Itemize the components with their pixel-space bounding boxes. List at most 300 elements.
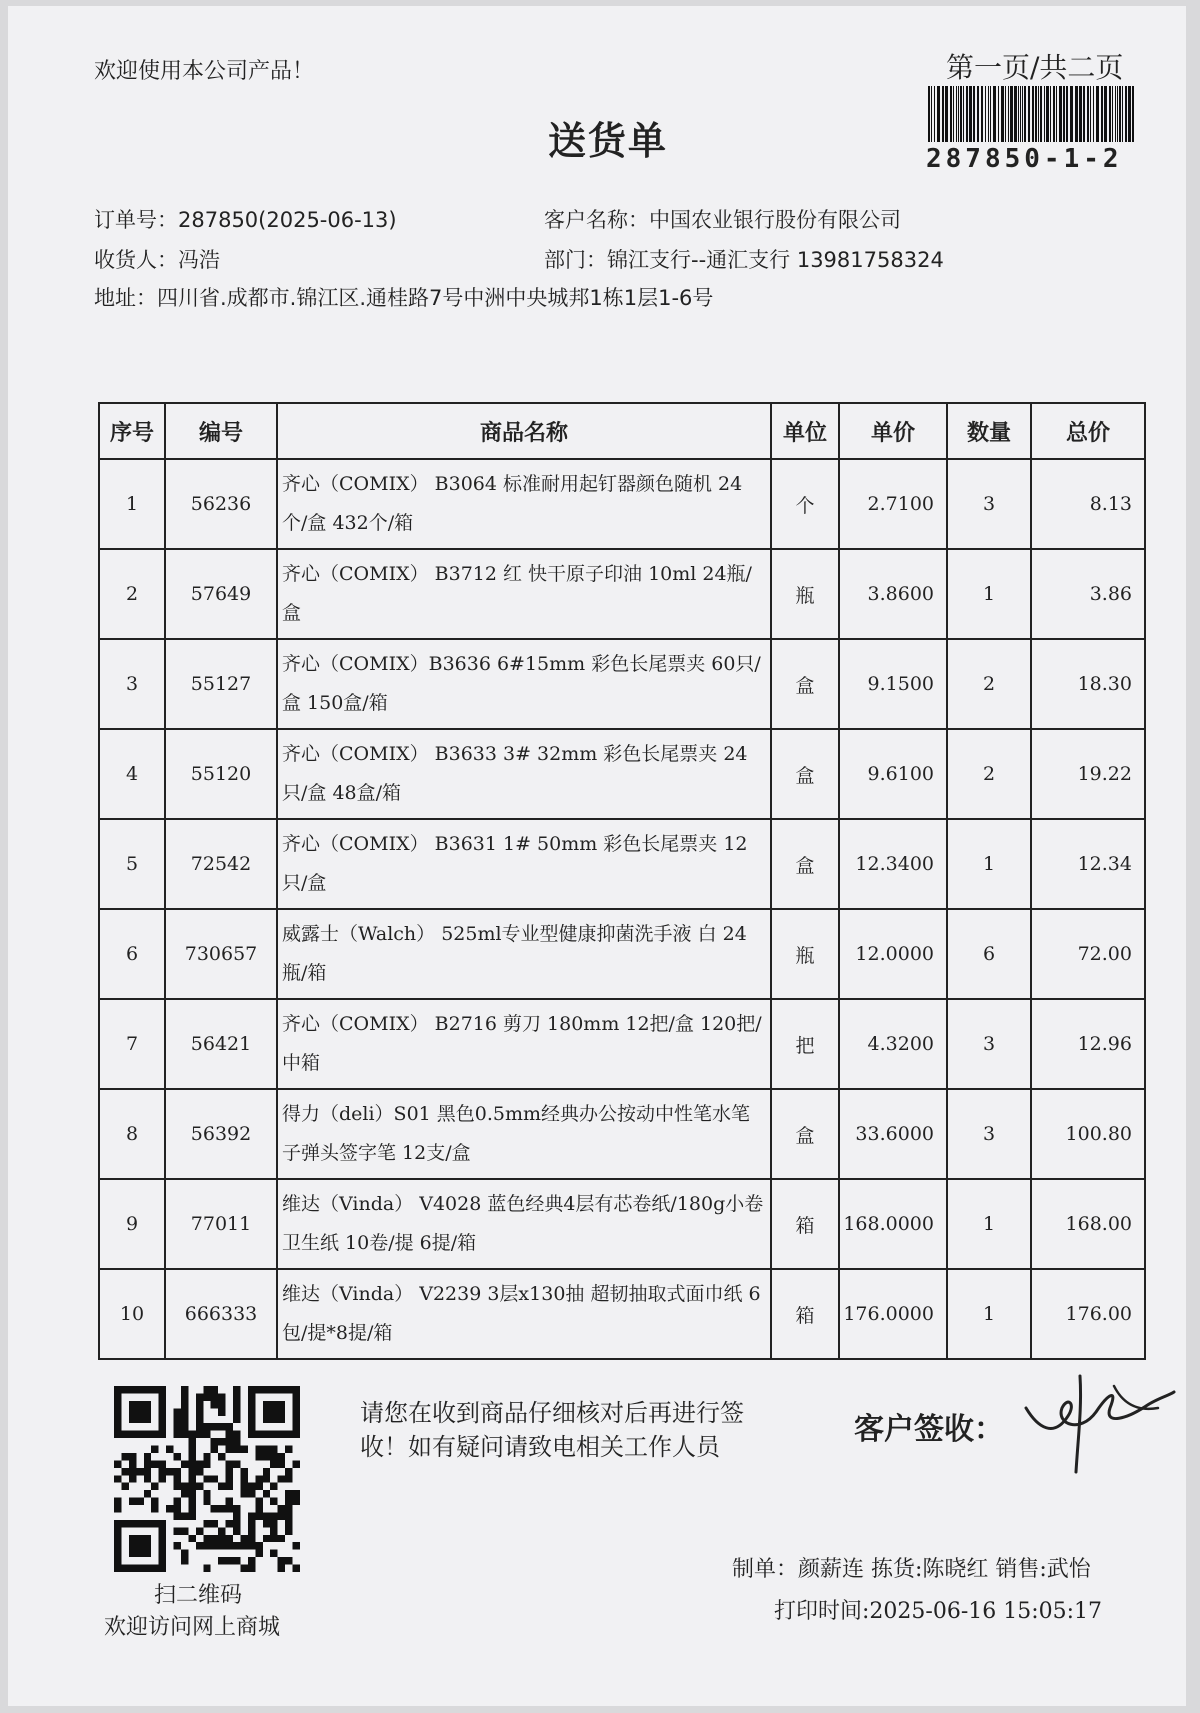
- qr-module: [114, 1431, 121, 1438]
- qr-module: [129, 1460, 136, 1467]
- qr-module: [293, 1460, 300, 1467]
- barcode-bar: [998, 86, 999, 142]
- qr-module: [270, 1401, 277, 1408]
- qr-module: [278, 1557, 285, 1564]
- col-header-price: 单价: [839, 403, 947, 459]
- qr-module: [233, 1557, 240, 1564]
- page-info: 第一页/共二页: [946, 51, 1124, 84]
- qr-module: [114, 1416, 121, 1423]
- barcode-bar: [963, 86, 964, 142]
- barcode-bar: [1070, 86, 1073, 142]
- barcode-bar: [1063, 86, 1065, 142]
- qr-module: [136, 1416, 143, 1423]
- qr-module: [278, 1512, 285, 1519]
- barcode-bar: [953, 86, 954, 142]
- qr-module: [211, 1401, 218, 1408]
- barcode-bar: [1079, 86, 1082, 142]
- qr-module: [144, 1550, 151, 1557]
- qr-module: [188, 1483, 195, 1490]
- barcode-bar: [1024, 86, 1026, 142]
- qr-module: [226, 1483, 233, 1490]
- barcode-bar: [1044, 86, 1045, 142]
- qr-module: [263, 1416, 270, 1423]
- qr-module: [188, 1490, 195, 1497]
- qr-module: [233, 1520, 240, 1527]
- cell-total: 100.80: [1031, 1089, 1145, 1179]
- qr-module: [255, 1542, 262, 1549]
- qr-module: [218, 1505, 225, 1512]
- qr-module: [233, 1527, 240, 1534]
- qr-module: [226, 1475, 233, 1482]
- qr-module: [121, 1520, 128, 1527]
- qr-module: [159, 1416, 166, 1423]
- qr-module: [151, 1505, 158, 1512]
- qr-module: [255, 1475, 262, 1482]
- barcode-bar: [1018, 86, 1019, 142]
- barcode-bar: [1005, 86, 1006, 142]
- barcode-bar: [931, 86, 932, 142]
- cell-unit-price: 9.1500: [839, 639, 947, 729]
- qr-module: [129, 1431, 136, 1438]
- qr-module: [285, 1431, 292, 1438]
- delivery-note: [8, 6, 1186, 1706]
- qr-module: [211, 1393, 218, 1400]
- barcode-bar: [958, 86, 959, 142]
- cell-quantity: 6: [947, 909, 1031, 999]
- qr-module: [248, 1535, 255, 1542]
- qr-module: [174, 1542, 181, 1549]
- qr-module: [218, 1408, 225, 1415]
- qr-module: [233, 1408, 240, 1415]
- qr-module: [144, 1453, 151, 1460]
- receiver: 收货人：冯浩: [94, 248, 220, 272]
- customer-name: 客户名称：中国农业银行股份有限公司: [544, 208, 901, 232]
- qr-caption-scan: 扫二维码: [154, 1583, 243, 1608]
- cell-unit-price: 176.0000: [839, 1269, 947, 1359]
- qr-module: [144, 1401, 151, 1408]
- qr-module: [285, 1498, 292, 1505]
- cell-unit: 把: [771, 999, 839, 1089]
- qr-module: [270, 1512, 277, 1519]
- cell-unit-price: 12.3400: [839, 819, 947, 909]
- qr-module: [136, 1535, 143, 1542]
- qr-module: [136, 1386, 143, 1393]
- qr-module: [159, 1423, 166, 1430]
- qr-module: [181, 1490, 188, 1497]
- qr-module: [174, 1431, 181, 1438]
- cell-product-name: 得力（deli）S01 黑色0.5mm经典办公按动中性笔水笔 子弹头签字笔 12支/盒: [277, 1089, 771, 1179]
- qr-module: [188, 1475, 195, 1482]
- qr-module: [248, 1565, 255, 1572]
- cell-total: 18.30: [1031, 639, 1145, 729]
- cell-product-name: 齐心（COMIX） B3633 3# 32mm 彩色长尾票夹 24只/盒 48盒/箱: [277, 729, 771, 819]
- qr-module: [136, 1498, 143, 1505]
- qr-module: [181, 1401, 188, 1408]
- qr-module: [255, 1505, 262, 1512]
- barcode-bar: [1066, 86, 1068, 142]
- qr-module: [248, 1408, 255, 1415]
- qr-module: [188, 1453, 195, 1460]
- cell-unit: 瓶: [771, 909, 839, 999]
- cell-quantity: 3: [947, 459, 1031, 549]
- barcode-bar: [1075, 86, 1078, 142]
- qr-module: [211, 1542, 218, 1549]
- qr-module: [263, 1453, 270, 1460]
- qr-module: [248, 1423, 255, 1430]
- qr-module: [121, 1386, 128, 1393]
- barcode-bar: [1020, 86, 1021, 142]
- barcode-bar: [1001, 86, 1004, 142]
- qr-module: [188, 1498, 195, 1505]
- cell-code: 56392: [165, 1089, 277, 1179]
- qr-module: [114, 1505, 121, 1512]
- qr-module: [248, 1557, 255, 1564]
- qr-module: [270, 1431, 277, 1438]
- qr-module: [233, 1505, 240, 1512]
- barcode-bar: [1117, 86, 1118, 142]
- qr-module: [226, 1505, 233, 1512]
- qr-module: [174, 1416, 181, 1423]
- qr-module: [248, 1431, 255, 1438]
- table-header-row: [99, 403, 1145, 459]
- qr-module: [226, 1460, 233, 1467]
- cell-code: 730657: [165, 909, 277, 999]
- department: 部门：锦江支行--通汇支行 13981758324: [544, 248, 944, 272]
- qr-module: [263, 1475, 270, 1482]
- qr-caption-mall: 欢迎访问网上商城: [104, 1615, 281, 1640]
- qr-module: [114, 1520, 121, 1527]
- col-header-qty: 数量: [947, 403, 1031, 459]
- qr-module: [159, 1527, 166, 1534]
- qr-module: [114, 1408, 121, 1415]
- cell-code: 666333: [165, 1269, 277, 1359]
- address: 地址：四川省.成都市.锦江区.通桂路7号中洲中央城邦1栋1层1-6号: [94, 286, 714, 310]
- qr-module: [159, 1460, 166, 1467]
- qr-module: [181, 1550, 188, 1557]
- barcode-bar: [966, 86, 968, 142]
- qr-module: [181, 1557, 188, 1564]
- cell-unit: 个: [771, 459, 839, 549]
- qr-module: [278, 1386, 285, 1393]
- qr-module: [270, 1460, 277, 1467]
- qr-module: [188, 1446, 195, 1453]
- qr-module: [114, 1565, 121, 1572]
- cell-product-name: 威露士（Walch） 525ml专业型健康抑菌洗手液 白 24瓶/箱: [277, 909, 771, 999]
- qr-module: [196, 1542, 203, 1549]
- cell-code: 56236: [165, 459, 277, 549]
- qr-module: [174, 1423, 181, 1430]
- qr-module: [114, 1542, 121, 1549]
- qr-module: [174, 1408, 181, 1415]
- qr-module: [114, 1527, 121, 1534]
- qr-module: [293, 1416, 300, 1423]
- col-header-total: 总价: [1031, 403, 1145, 459]
- qr-module: [263, 1408, 270, 1415]
- qr-module: [293, 1498, 300, 1505]
- qr-module: [248, 1393, 255, 1400]
- qr-module: [248, 1386, 255, 1393]
- qr-module: [226, 1520, 233, 1527]
- cell-unit: 盒: [771, 1089, 839, 1179]
- cell-total: 168.00: [1031, 1179, 1145, 1269]
- qr-module: [270, 1527, 277, 1534]
- cell-unit: 箱: [771, 1179, 839, 1269]
- table-row: [99, 459, 1145, 549]
- qr-module: [181, 1527, 188, 1534]
- staff-info: 制单：颜薪连 拣货:陈晓红 销售:武怡: [732, 1557, 1091, 1582]
- cell-quantity: 3: [947, 1089, 1031, 1179]
- qr-module: [129, 1535, 136, 1542]
- col-header-index: 序号: [99, 403, 165, 459]
- qr-module: [263, 1535, 270, 1542]
- qr-module: [121, 1468, 128, 1475]
- qr-module: [159, 1475, 166, 1482]
- welcome-text: 欢迎使用本公司产品！: [94, 59, 315, 84]
- cell-index: 2: [99, 549, 165, 639]
- qr-module: [174, 1512, 181, 1519]
- qr-module: [129, 1475, 136, 1482]
- qr-module: [240, 1468, 247, 1475]
- table-row: [99, 1089, 1145, 1179]
- qr-module: [285, 1557, 292, 1564]
- qr-module: [278, 1535, 285, 1542]
- qr-module: [218, 1557, 225, 1564]
- qr-module: [293, 1542, 300, 1549]
- cell-unit: 盒: [771, 639, 839, 729]
- barcode-bar: [1096, 86, 1099, 142]
- customer-signature: [1018, 1368, 1178, 1478]
- qr-module: [188, 1468, 195, 1475]
- qr-module: [203, 1386, 210, 1393]
- cell-unit-price: 33.6000: [839, 1089, 947, 1179]
- qr-module: [293, 1408, 300, 1415]
- qr-module: [240, 1490, 247, 1497]
- qr-module: [248, 1416, 255, 1423]
- qr-module: [218, 1401, 225, 1408]
- qr-module: [196, 1483, 203, 1490]
- qr-module: [181, 1483, 188, 1490]
- cell-index: 3: [99, 639, 165, 729]
- qr-module: [278, 1453, 285, 1460]
- print-time: 打印时间:2025-06-16 15:05:17: [774, 1599, 1103, 1624]
- cell-code: 57649: [165, 549, 277, 639]
- qr-code: [114, 1386, 300, 1572]
- table-row: [99, 909, 1145, 999]
- qr-module: [211, 1446, 218, 1453]
- notice-text: 请您在收到商品仔细核对后再进行签收！如有疑问请致电相关工作人员: [360, 1399, 744, 1461]
- barcode-bar: [1132, 86, 1134, 142]
- qr-module: [129, 1416, 136, 1423]
- qr-module: [248, 1490, 255, 1497]
- qr-module: [203, 1490, 210, 1497]
- qr-module: [293, 1393, 300, 1400]
- cell-unit: 箱: [771, 1269, 839, 1359]
- qr-module: [270, 1408, 277, 1415]
- qr-module: [203, 1453, 210, 1460]
- qr-module: [159, 1520, 166, 1527]
- barcode-bar: [1093, 86, 1094, 142]
- qr-module: [129, 1408, 136, 1415]
- qr-module: [114, 1393, 121, 1400]
- qr-module: [270, 1416, 277, 1423]
- barcode-bar: [1059, 86, 1062, 142]
- cell-index: 7: [99, 999, 165, 1089]
- qr-module: [248, 1527, 255, 1534]
- qr-module: [270, 1386, 277, 1393]
- qr-module: [233, 1512, 240, 1519]
- qr-module: [293, 1386, 300, 1393]
- qr-module: [181, 1416, 188, 1423]
- cell-unit-price: 12.0000: [839, 909, 947, 999]
- qr-module: [263, 1520, 270, 1527]
- cell-index: 10: [99, 1269, 165, 1359]
- barcode-bar: [1032, 86, 1034, 142]
- barcode-bar: [1056, 86, 1057, 142]
- cell-quantity: 1: [947, 1179, 1031, 1269]
- barcode-bar: [1119, 86, 1121, 142]
- cell-index: 6: [99, 909, 165, 999]
- qr-module: [174, 1505, 181, 1512]
- cell-unit: 盒: [771, 819, 839, 909]
- qr-module: [121, 1565, 128, 1572]
- barcode-bar: [1028, 86, 1030, 142]
- cell-unit-price: 3.8600: [839, 549, 947, 639]
- qr-module: [203, 1393, 210, 1400]
- barcode-bar: [1035, 86, 1037, 142]
- qr-module: [196, 1416, 203, 1423]
- qr-module: [263, 1446, 270, 1453]
- qr-module: [218, 1393, 225, 1400]
- qr-module: [278, 1505, 285, 1512]
- barcode-bar: [1014, 86, 1017, 142]
- qr-module: [293, 1490, 300, 1497]
- cell-total: 19.22: [1031, 729, 1145, 819]
- barcode-bar: [993, 86, 996, 142]
- qr-module: [233, 1438, 240, 1445]
- qr-module: [293, 1401, 300, 1408]
- qr-module: [278, 1408, 285, 1415]
- qr-module: [159, 1468, 166, 1475]
- qr-module: [255, 1498, 262, 1505]
- barcode-bar: [1090, 86, 1091, 142]
- cell-index: 5: [99, 819, 165, 909]
- qr-module: [203, 1431, 210, 1438]
- qr-module: [278, 1401, 285, 1408]
- table-row: [99, 639, 1145, 729]
- qr-module: [188, 1431, 195, 1438]
- qr-module: [174, 1475, 181, 1482]
- qr-module: [188, 1512, 195, 1519]
- qr-module: [159, 1535, 166, 1542]
- qr-module: [233, 1446, 240, 1453]
- cell-total: 3.86: [1031, 549, 1145, 639]
- barcode-bar: [960, 86, 962, 142]
- barcode-bar: [934, 86, 935, 142]
- qr-module: [203, 1460, 210, 1467]
- qr-module: [226, 1498, 233, 1505]
- cell-unit: 盒: [771, 729, 839, 819]
- qr-module: [144, 1468, 151, 1475]
- qr-module: [129, 1401, 136, 1408]
- qr-module: [226, 1557, 233, 1564]
- qr-module: [233, 1416, 240, 1423]
- cell-code: 55120: [165, 729, 277, 819]
- qr-module: [248, 1401, 255, 1408]
- barcode-bar: [1038, 86, 1039, 142]
- qr-module: [114, 1460, 121, 1467]
- qr-module: [233, 1431, 240, 1438]
- cell-quantity: 1: [947, 819, 1031, 909]
- qr-module: [159, 1431, 166, 1438]
- qr-module: [144, 1520, 151, 1527]
- qr-module: [218, 1423, 225, 1430]
- qr-module: [181, 1460, 188, 1467]
- table-row: [99, 549, 1145, 639]
- barcode-bar: [1050, 86, 1051, 142]
- qr-module: [151, 1460, 158, 1467]
- table-row: [99, 729, 1145, 819]
- qr-module: [270, 1550, 277, 1557]
- qr-module: [285, 1446, 292, 1453]
- barcode-bar: [1101, 86, 1103, 142]
- cell-product-name: 齐心（COMIX） B3712 红 快干原子印油 10ml 24瓶/盒: [277, 549, 771, 639]
- qr-module: [218, 1483, 225, 1490]
- qr-module: [129, 1565, 136, 1572]
- qr-module: [151, 1483, 158, 1490]
- barcode-bar: [1125, 86, 1127, 142]
- qr-module: [181, 1393, 188, 1400]
- qr-module: [166, 1446, 173, 1453]
- qr-module: [188, 1535, 195, 1542]
- cell-index: 4: [99, 729, 165, 819]
- qr-module: [233, 1393, 240, 1400]
- qr-module: [211, 1475, 218, 1482]
- barcode-bar: [1109, 86, 1111, 142]
- cell-total: 12.96: [1031, 999, 1145, 1089]
- qr-module: [255, 1512, 262, 1519]
- qr-module: [248, 1512, 255, 1519]
- barcode-bar: [1053, 86, 1055, 142]
- qr-module: [136, 1408, 143, 1415]
- qr-module: [174, 1527, 181, 1534]
- qr-module: [151, 1386, 158, 1393]
- qr-module: [174, 1453, 181, 1460]
- qr-module: [240, 1535, 247, 1542]
- qr-module: [196, 1401, 203, 1408]
- cell-unit-price: 168.0000: [839, 1179, 947, 1269]
- qr-module: [166, 1505, 173, 1512]
- qr-module: [151, 1498, 158, 1505]
- qr-module: [129, 1498, 136, 1505]
- qr-module: [211, 1535, 218, 1542]
- barcode-bar: [1010, 86, 1013, 142]
- qr-module: [114, 1401, 121, 1408]
- qr-module: [136, 1431, 143, 1438]
- barcode-bar: [1083, 86, 1085, 142]
- qr-module: [129, 1453, 136, 1460]
- qr-module: [211, 1386, 218, 1393]
- barcode-bar: [985, 86, 986, 142]
- qr-module: [270, 1453, 277, 1460]
- qr-module: [144, 1460, 151, 1467]
- qr-module: [203, 1520, 210, 1527]
- barcode-bar: [937, 86, 940, 142]
- qr-module: [240, 1446, 247, 1453]
- qr-module: [151, 1431, 158, 1438]
- cell-code: 77011: [165, 1179, 277, 1269]
- cell-total: 8.13: [1031, 459, 1145, 549]
- barcode-bar: [1087, 86, 1089, 142]
